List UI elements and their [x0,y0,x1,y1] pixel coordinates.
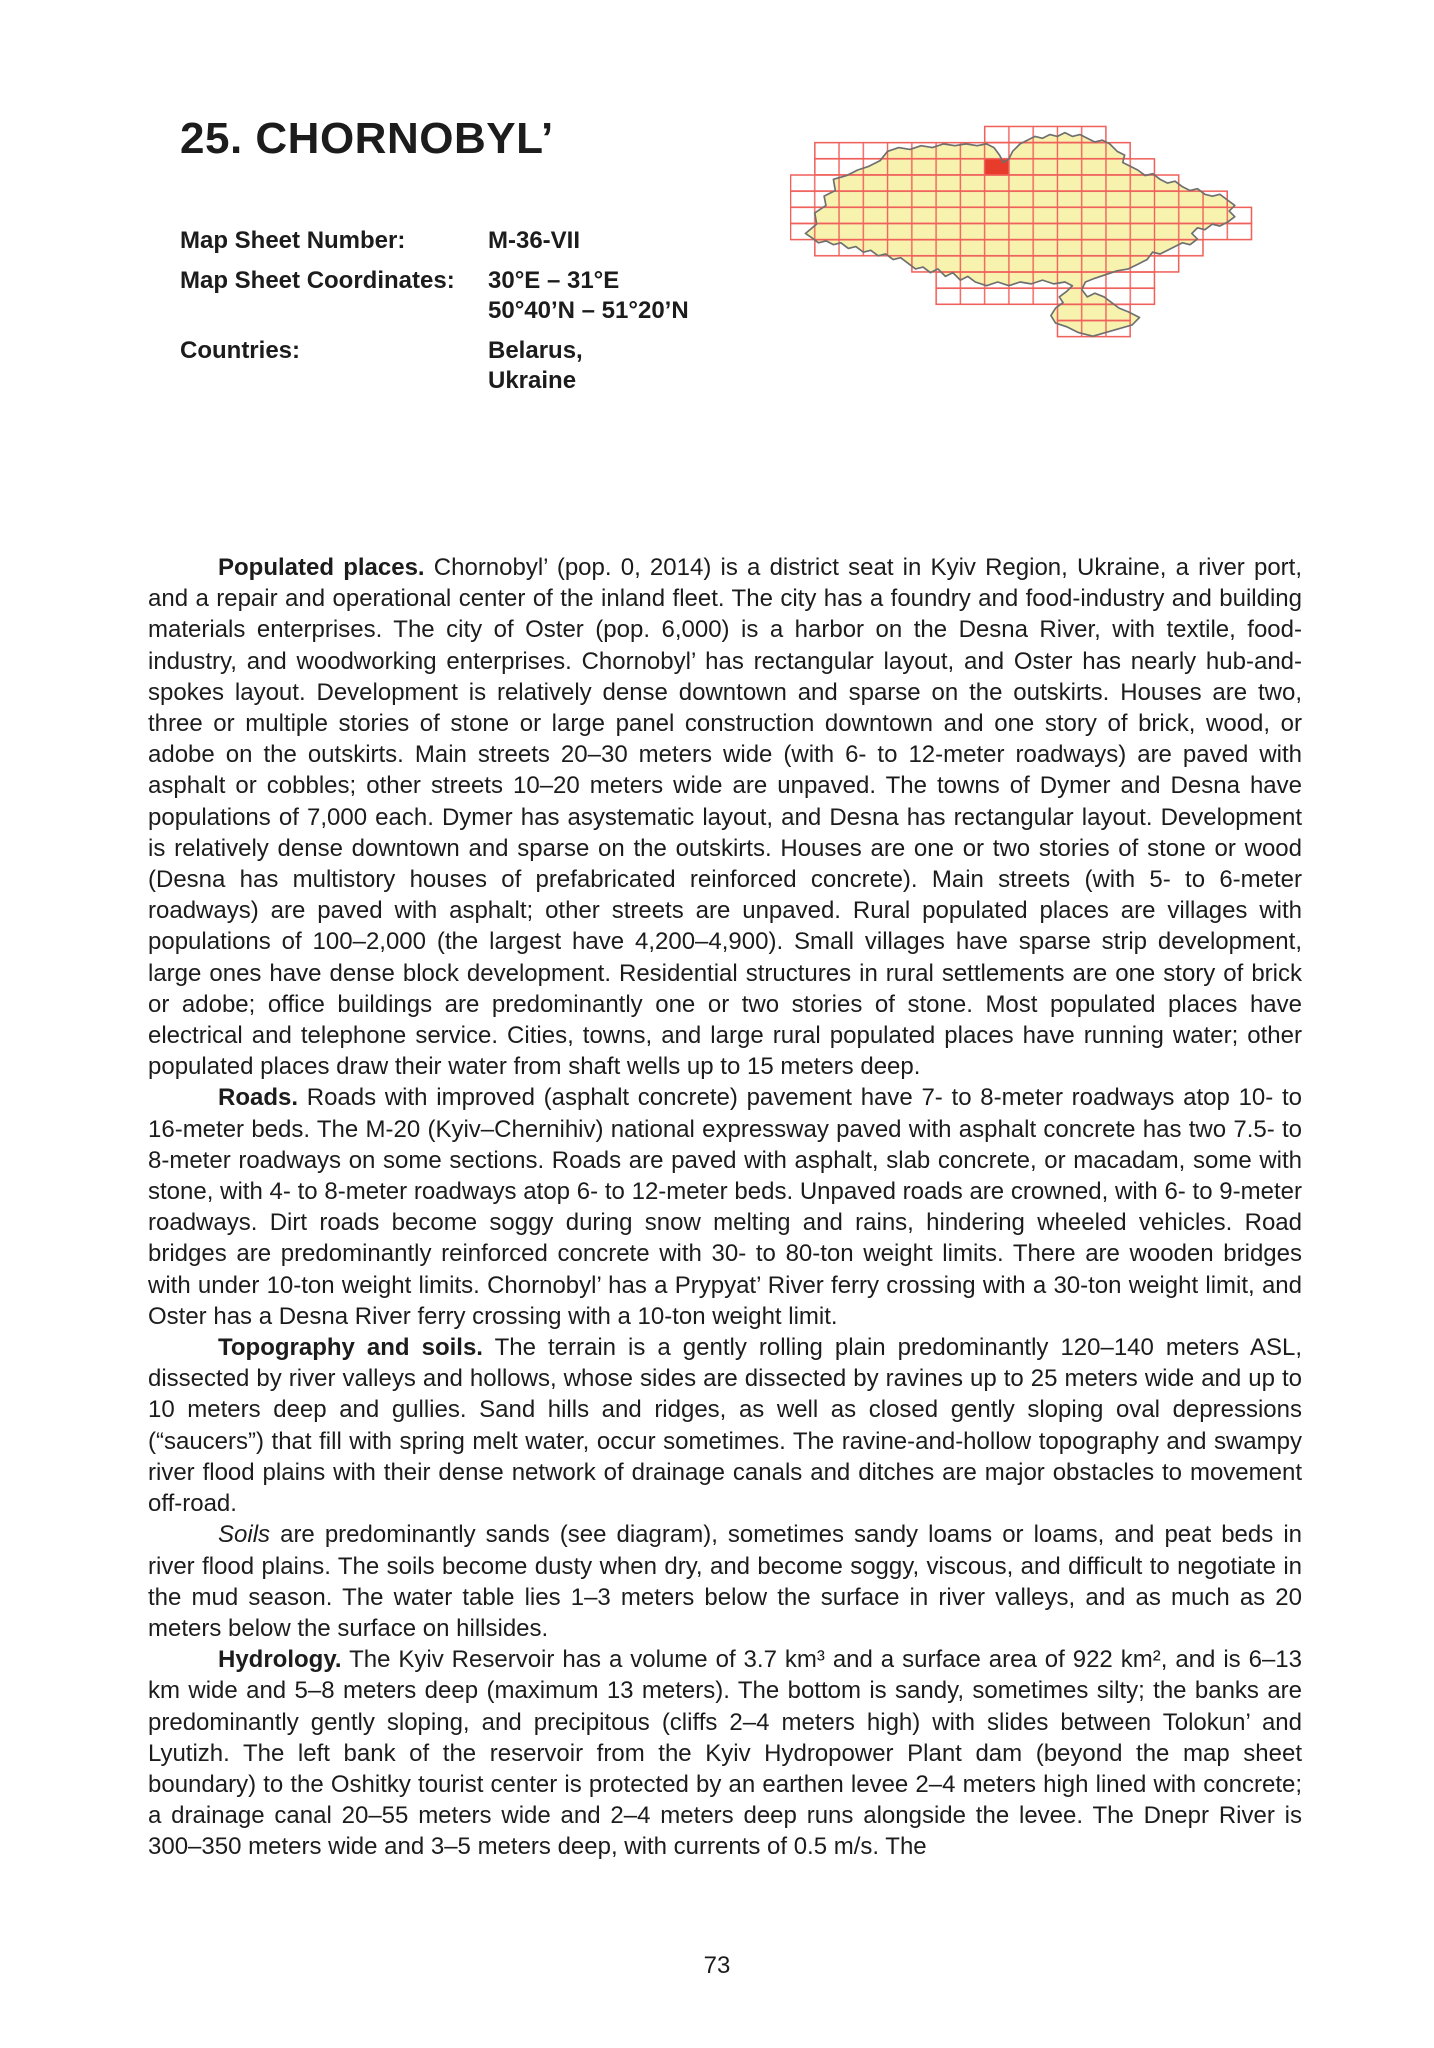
paragraph-text: The terrain is a gently rolling plain predominantly 120–140 meters ASL, dissected by river valleys and hollows, whose sides are dissected by ravines up to 25 meters wide and up to 10 meters deep and gullies. Sand hills and ridges, as well as closed gently sloping oval depressions (“saucers”) that fill with spring melt water, occur sometimes. The ravine-and-hollow topography and swampy river flood plains with their dense network of drainage canals and ditches are major obstacles to movement off-road. [148,1334,1302,1518]
paragraph-populated-places [148,552,1302,1082]
map-sheet-coordinates-label: Map Sheet Coordinates: [180,267,455,294]
ukraine-locator-map [790,86,1295,338]
page-number: 73 [703,1952,731,1979]
paragraph-lead: Populated places. [218,554,425,581]
meta-row-map-sheet-coordinates [180,266,689,326]
meta-row-countries [180,336,583,396]
paragraph-soils [148,1519,1302,1644]
country-2: Ukraine [488,367,577,394]
country-1: Belarus, [488,337,583,364]
coordinates-longitude: 30°E – 31°E [488,267,620,294]
coordinates-latitude: 50°40’N – 51°20’N [488,297,689,324]
paragraph-lead: Soils [218,1521,271,1549]
paragraph-text: are predominantly sands (see diagram), sometimes sandy loams or loams, and peat beds in river flood plains. The soils become dusty when dry, and become soggy, viscous, and difficult to negotiate in the mud season. The water table lies 1–3 meters below the surface in river valleys, and as much as 20 meters below the surface on hillsides. [148,1521,1302,1642]
paragraph-lead: Topography and soils. [218,1334,483,1362]
countries-label: Countries: [180,337,300,364]
paragraph-lead: Hydrology. [218,1646,342,1674]
paragraph-text: Roads with improved (asphalt concrete) pavement have 7- to 8-meter roadways atop 10- to 16-meter beds. The M-20 (Kyiv–Chernihiv) national expressway paved with asphalt concrete has two 7.5- to 8-meter roadways on some sections. Roads are paved with asphalt, slab concrete, or macadam, some with stone, with 4- to 8-meter roadways atop 6- to 12-meter beds. Unpaved roads are crowned, with 6- to 9-meter roadways. Dirt roads become soggy during snow melting and rains, hindering wheeled vehicles. Road bridges are predominantly reinforced concrete with 30- to 80-ton weight limits. There are wooden bridges with under 10-ton weight limits. Chornobyl’ has a Prypyat’ River ferry crossing with a 30-ton weight limit, and Oster has a Desna River ferry crossing with a 10-ton weight limit. [148,1084,1302,1330]
map-sheet-coordinates-value [488,266,689,326]
map-sheet-number-text: M-36-VII [488,227,581,254]
map-sheet-number-label: Map Sheet Number: [180,227,406,254]
paragraph-topography-and-soils [148,1332,1302,1519]
paragraph-text: The Kyiv Reservoir has a volume of 3.7 km³ and a surface area of 922 km², and is 6–13 km wide and 5–8 meters deep (maximum 13 meters). The bottom is sandy, sometimes silty; the banks are predominantly gently sloping, and precipitous (cliffs 2–4 meters high) with slides between Tolokun’ and Lyutizh. The left bank of the reservoir from the Kyiv Hydropower Plant dam (beyond the map sheet boundary) to the Oshitky tourist center is protected by an earthen levee 2–4 meters high lined with concrete; a drainage canal 20–55 meters wide and 2–4 meters deep runs alongside the levee. The Dnepr River is 300–350 meters wide and 3–5 meters deep, with currents of 0.5 m/s. The [148,1646,1302,1861]
paragraph-lead: Roads. [218,1084,299,1112]
page-title: 25. CHORNOBYL’ [180,114,554,163]
body-text [148,552,1302,1863]
countries-value [488,336,583,396]
paragraph-text: Chornobyl’ (pop. 0, 2014) is a district seat in Kyiv Region, Ukraine, a river port, and a repair and operational center of the inland fleet. The city has a foundry and food-industry and building materials enterprises. The city of Oster (pop. 6,000) is a harbor on the Desna River, with textile, food-industry, and woodworking enterprises. Chornobyl’ has rectangular layout, and Oster has nearly hub-and-spokes layout. Development is relatively dense downtown and sparse on the outskirts. Houses are two, three or multiple stories of stone or large panel construction downtown and one story of brick, wood, or adobe on the outskirts. Main streets 20–30 meters wide (with 6- to 12-meter roadways) are paved with asphalt or cobbles; other streets 10–20 meters wide are unpaved. The towns of Dymer and Desna have populations of 7,000 each. Dymer has asystematic layout, and Desna has rectangular layout. Development is relatively dense downtown and sparse on the outskirts. Houses are one or two stories of stone or wood (Desna has multistory houses of prefabricated reinforced concrete). Main streets (with 5- to 6-meter roadways) are paved with asphalt; other streets are unpaved. Rural populated places are villages with populations of 100–2,000 (the largest have 4,200–4,900). Small villages have sparse strip development, large ones have dense block development. Residential structures in rural settlements are one story of brick or adobe; office buildings are predominantly one or two stories of stone. Most populated places have electrical and telephone service. Cities, towns, and large rural populated places have running water; other populated places draw their water from shaft wells up to 15 meters deep. [148,554,1303,1081]
paragraph-roads [148,1082,1302,1332]
meta-row-map-sheet-number [180,226,580,256]
map-sheet-number-value [488,226,580,256]
map-sheet-grid [791,123,1295,338]
ukraine-map-svg [790,86,1295,338]
paragraph-hydrology [148,1644,1302,1862]
